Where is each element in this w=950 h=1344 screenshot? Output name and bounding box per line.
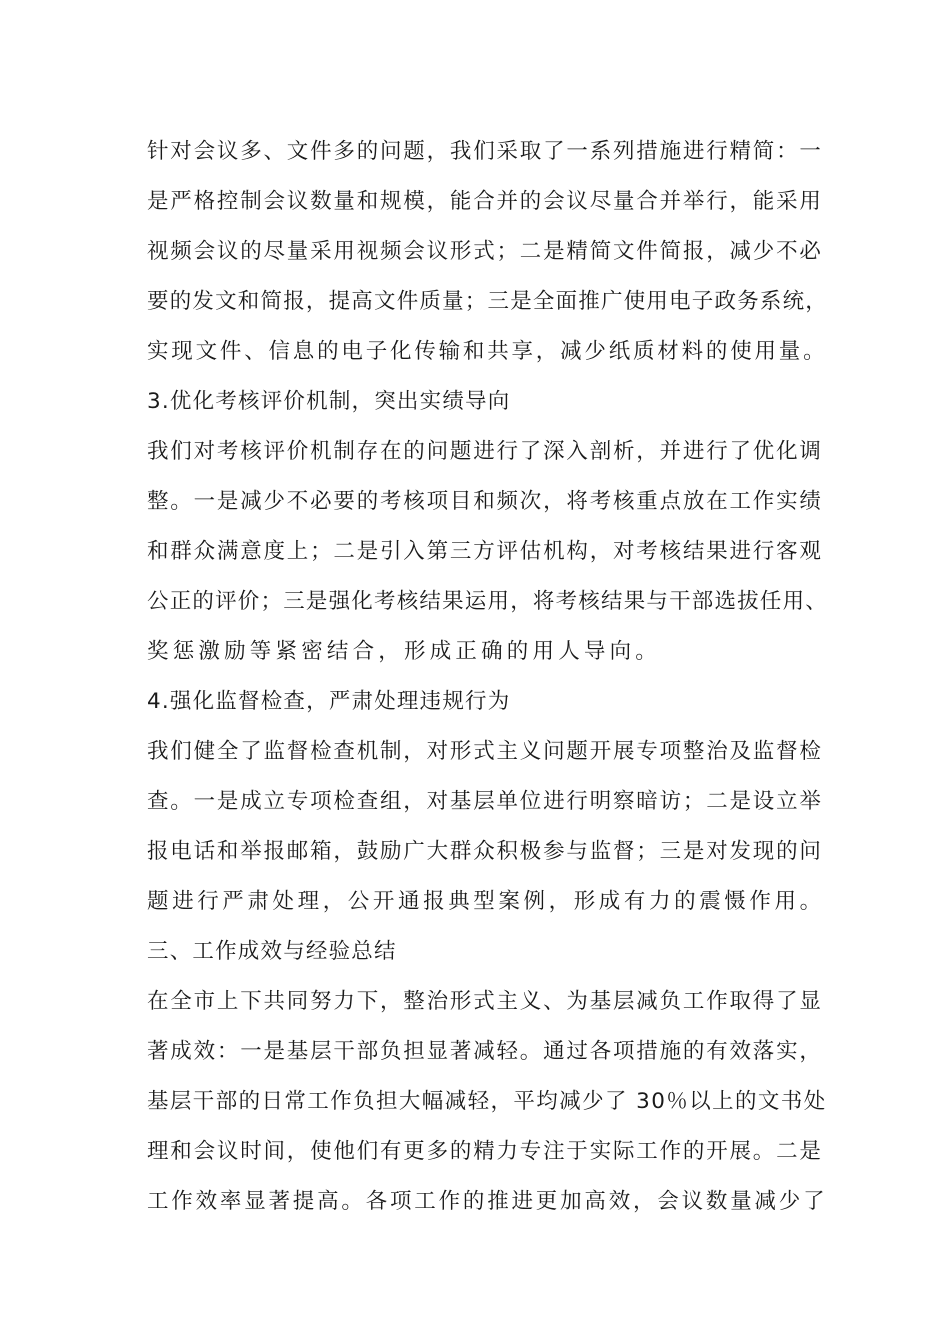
section-heading-3: 3.优化考核评价机制，突出实绩导向 — [147, 389, 511, 414]
text-line-2: 是严格控制会议数量和规模，能合并的会议尽量合并举行，能采用 — [147, 189, 823, 214]
text-line-14: 查。一是成立专项检查组，对基层单位进行明察暗访；二是设立举 — [147, 789, 823, 814]
text-line-3: 视频会议的尽量采用视频会议形式；二是精简文件简报，减少不必 — [147, 239, 823, 264]
text-line-8: 整。一是减少不必要的考核项目和频次，将考核重点放在工作实绩 — [147, 489, 823, 514]
text-line-18: 在全市上下共同努力下，整治形式主义、为基层减负工作取得了显 — [147, 989, 823, 1014]
text-line-4: 要的发文和简报，提高文件质量；三是全面推广使用电子政务系统， — [147, 289, 829, 314]
text-line-5: 实现文件、信息的电子化传输和共享，减少纸质材料的使用量。 — [147, 339, 828, 364]
text-line-15: 报电话和举报邮箱，鼓励广大群众积极参与监督；三是对发现的问 — [147, 839, 823, 864]
text-line-9: 和群众满意度上；二是引入第三方评估机构，对考核结果进行客观 — [147, 539, 823, 564]
text-line-20: 基层干部的日常工作负担大幅减轻，平均减少了 30％以上的文书处 — [147, 1089, 827, 1114]
text-line-10: 公正的评价；三是强化考核结果运用，将考核结果与干部选拔任用、 — [147, 589, 829, 614]
text-line-16: 题进行严肃处理，公开通报典型案例，形成有力的震慑作用。 — [147, 889, 825, 914]
section-heading-4: 4.强化监督检查，严肃处理违规行为 — [147, 689, 511, 714]
text-line-19: 著成效：一是基层干部负担显著减轻。通过各项措施的有效落实， — [147, 1039, 823, 1064]
text-line-22: 工作效率显著提高。各项工作的推进更加高效，会议数量减少了 — [147, 1189, 828, 1214]
text-line-11: 奖惩激励等紧密结合，形成正确的用人导向。 — [147, 639, 662, 664]
text-line-1: 针对会议多、文件多的问题，我们采取了一系列措施进行精简：一 — [147, 139, 823, 164]
text-line-13: 我们健全了监督检查机制，对形式主义问题开展专项整治及监督检 — [147, 739, 823, 764]
section-heading-three: 三、工作成效与经验总结 — [147, 939, 397, 964]
text-line-7: 我们对考核评价机制存在的问题进行了深入剖析，并进行了优化调 — [147, 439, 823, 464]
text-line-21: 理和会议时间，使他们有更多的精力专注于实际工作的开展。二是 — [147, 1139, 823, 1164]
